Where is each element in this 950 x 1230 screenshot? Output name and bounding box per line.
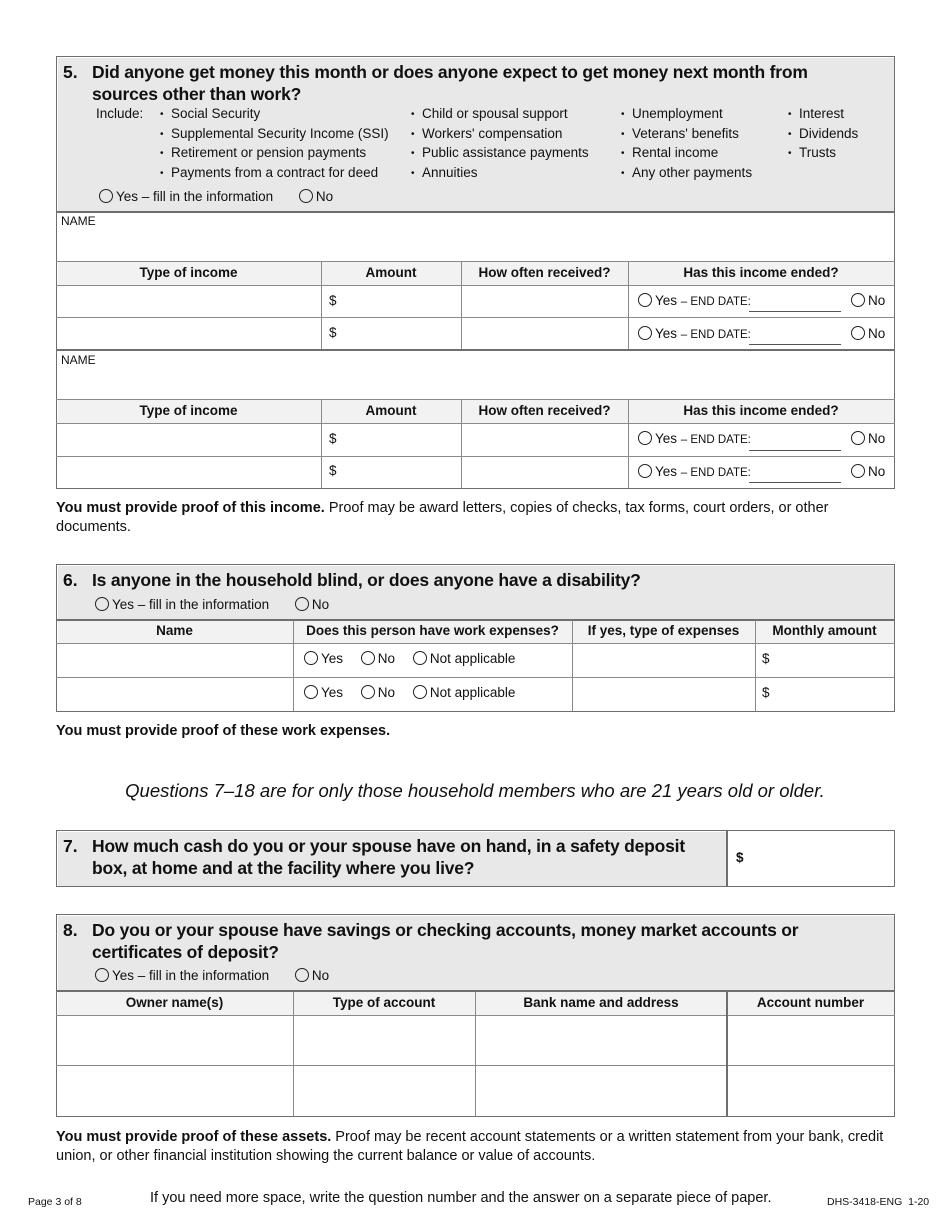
q5-name-input-1[interactable] (57, 228, 893, 261)
q5-p2-r1-no[interactable]: No (851, 430, 885, 448)
q8-number: 8. (63, 920, 78, 940)
radio-icon[interactable] (95, 597, 109, 611)
include-item: • Trusts (788, 144, 858, 164)
q8-yes-option[interactable]: Yes – fill in the information (95, 967, 269, 985)
q5-name-label-1: NAME (61, 214, 96, 228)
include-item: • Child or spousal support (411, 105, 589, 125)
include-item: • Any other payments (621, 164, 752, 184)
q8-r1-account-type-input[interactable] (294, 1016, 474, 1064)
q6-r1-expense-type-input[interactable] (573, 644, 754, 676)
q5-p2-r2-amount[interactable]: $ (329, 463, 337, 478)
col-divider (628, 400, 629, 488)
radio-icon[interactable] (295, 597, 309, 611)
include-item: • Public assistance payments (411, 144, 589, 164)
q5-p2-r2-frequency-input[interactable] (462, 457, 627, 487)
col-income-ended: Has this income ended? (683, 265, 839, 280)
divider (56, 349, 895, 351)
include-item: • Interest (788, 105, 858, 125)
radio-icon[interactable] (851, 431, 865, 445)
q6-r2-work-expenses (304, 684, 515, 702)
radio-icon[interactable] (304, 651, 318, 665)
q5-include-label: Include: (96, 106, 144, 121)
q5-p1-r1-amount[interactable]: $ (329, 293, 337, 308)
radio-icon[interactable] (413, 685, 427, 699)
col-divider (755, 620, 756, 711)
col-amount: Amount (365, 265, 417, 280)
col-divider (321, 262, 322, 349)
footer-instruction: If you need more space, write the question number and the answer on a separate piece of paper. (150, 1190, 772, 1206)
radio-icon[interactable] (413, 651, 427, 665)
yes-option[interactable]: Yes (304, 685, 343, 700)
q6-proof-note: You must provide proof of these work expenses. (56, 723, 391, 739)
radio-icon[interactable] (99, 189, 113, 203)
yes-label: Yes (655, 293, 678, 308)
end-date-label: – END DATE: (680, 329, 751, 341)
include-item: • Retirement or pension payments (160, 144, 389, 164)
end-date-label: – END DATE: (680, 296, 751, 308)
col-amount: Amount (365, 403, 417, 418)
q8-title-line2: certificates of deposit? (92, 942, 279, 962)
page-number: Page 3 of 8 (28, 1196, 82, 1208)
q5-yes-option[interactable]: Yes – fill in the information (99, 188, 273, 206)
q6-yes-option[interactable]: Yes – fill in the information (95, 596, 269, 614)
radio-icon[interactable] (851, 293, 865, 307)
yes-option[interactable]: Yes (304, 651, 343, 666)
q5-p2-r1-ended (638, 430, 751, 449)
q5-p1-r1-frequency-input[interactable] (462, 286, 627, 316)
q8-r2-account-type-input[interactable] (294, 1066, 474, 1115)
radio-icon[interactable] (361, 651, 375, 665)
include-item: • Supplemental Security Income (SSI) (160, 125, 389, 145)
col-type-of-income: Type of income (139, 265, 238, 280)
radio-icon[interactable] (851, 326, 865, 340)
q5-p1-r2-ended (638, 325, 751, 344)
na-option[interactable]: Not applicable (413, 651, 516, 666)
q5-title-line2: sources other than work? (92, 84, 302, 104)
q5-p1-r2-type-input[interactable] (57, 318, 320, 348)
end-date-input[interactable] (749, 344, 841, 345)
q6-r1-monthly-amount[interactable]: $ (762, 651, 770, 666)
end-date-input[interactable] (749, 450, 841, 451)
col-type-of-account: Type of account (332, 995, 436, 1010)
form-id: DHS-3418-ENG 1-20 (827, 1196, 930, 1208)
include-item: • Unemployment (621, 105, 752, 125)
q8-r2-account-number-input[interactable] (728, 1066, 893, 1115)
col-owner-names: Owner name(s) (125, 995, 224, 1010)
radio-icon[interactable] (638, 326, 652, 340)
q8-title-line1: Do you or your spouse have savings or checking accounts, money market accounts or (92, 920, 799, 940)
q8-r1-account-number-input[interactable] (728, 1016, 893, 1064)
include-item: • Payments from a contract for deed (160, 164, 389, 184)
q6-r2-expense-type-input[interactable] (573, 678, 754, 710)
q5-p2-r2-type-input[interactable] (57, 457, 320, 487)
include-item: • Veterans' benefits (621, 125, 752, 145)
end-date-label: – END DATE: (680, 434, 751, 446)
q7-title-line1: How much cash do you or your spouse have on hand, in a safety deposit (92, 836, 685, 856)
col-type-of-income: Type of income (139, 403, 238, 418)
q8-yes-no (95, 967, 351, 985)
col-how-often: How often received? (478, 265, 611, 280)
col-divider (321, 400, 322, 488)
q5-include-list-4 (788, 105, 858, 164)
q8-r1-owner-input[interactable] (57, 1016, 292, 1064)
q5-name-label-2: NAME (61, 353, 96, 367)
q7-number: 7. (63, 836, 78, 856)
q5-p1-r1-no[interactable]: No (851, 292, 885, 310)
q6-r1-work-expenses (304, 650, 515, 668)
q5-p1-r2-no[interactable]: No (851, 325, 885, 343)
q8-r2-bank-input[interactable] (476, 1066, 725, 1115)
q5-p2-r1-amount[interactable]: $ (329, 431, 337, 446)
col-how-often: How often received? (478, 403, 611, 418)
include-item: • Rental income (621, 144, 752, 164)
yes-label: Yes (655, 464, 678, 479)
no-option[interactable]: No (361, 651, 395, 666)
col-monthly-amount: Monthly amount (772, 623, 877, 638)
yes-label: Yes (655, 431, 678, 446)
col-name: Name (156, 623, 193, 638)
na-option[interactable]: Not applicable (413, 685, 516, 700)
end-date-input[interactable] (749, 482, 841, 483)
q5-proof-note: You must provide proof of this income. Proof may be award letters, copies of checks, tax forms, court orders, or other documents. (56, 500, 829, 535)
radio-icon[interactable] (95, 968, 109, 982)
end-date-input[interactable] (749, 311, 841, 312)
include-item: • Dividends (788, 125, 858, 145)
q5-p2-r2-ended (638, 463, 751, 482)
col-work-expenses: Does this person have work expenses? (306, 623, 559, 638)
end-date-label: – END DATE: (680, 467, 751, 479)
q5-p1-r2-amount[interactable]: $ (329, 325, 337, 340)
radio-icon[interactable] (304, 685, 318, 699)
q6-r2-monthly-amount[interactable]: $ (762, 685, 770, 700)
col-income-ended: Has this income ended? (683, 403, 839, 418)
include-item: • Workers' compensation (411, 125, 589, 145)
q6-r1-name-input[interactable] (57, 644, 292, 676)
q5-include-list-1 (160, 105, 389, 183)
radio-icon[interactable] (638, 464, 652, 478)
q5-p1-r1-type-input[interactable] (57, 286, 320, 316)
radio-icon[interactable] (361, 685, 375, 699)
q6-title: Is anyone in the household blind, or does anyone have a disability? (92, 570, 641, 590)
q5-name-input-2[interactable] (57, 367, 893, 399)
q5-p2-r2-no[interactable]: No (851, 463, 885, 481)
q6-r2-name-input[interactable] (57, 678, 292, 710)
radio-icon[interactable] (851, 464, 865, 478)
q5-include-list-2 (411, 105, 589, 183)
q7-title-line2: box, at home and at the facility where you live? (92, 858, 475, 878)
col-account-number: Account number (756, 995, 865, 1010)
q5-p1-r2-frequency-input[interactable] (462, 318, 627, 348)
section-note: Questions 7–18 are for only those household members who are 21 years old or older. (125, 780, 825, 801)
q5-p1-r1-ended (638, 292, 751, 311)
divider (56, 211, 895, 213)
radio-icon[interactable] (295, 968, 309, 982)
q5-number: 5. (63, 62, 78, 82)
col-bank-name-address: Bank name and address (523, 995, 679, 1010)
radio-icon[interactable] (638, 293, 652, 307)
include-item: • Annuities (411, 164, 589, 184)
q5-yes-no (99, 188, 355, 206)
q8-proof-note: You must provide proof of these assets. Proof may be recent account statements or a written statement from your bank, credit union, or other financial institution showing the current balance or value of accounts. (56, 1129, 884, 1164)
q5-include-list-3 (621, 105, 752, 183)
q6-yes-no (95, 596, 351, 614)
include-item: • Social Security (160, 105, 389, 125)
radio-icon[interactable] (299, 189, 313, 203)
q8-r1-bank-input[interactable] (476, 1016, 725, 1064)
col-divider (293, 620, 294, 711)
no-option[interactable]: No (361, 685, 395, 700)
radio-icon[interactable] (638, 431, 652, 445)
q6-number: 6. (63, 570, 78, 590)
col-divider (726, 830, 728, 887)
col-type-of-expenses: If yes, type of expenses (587, 623, 740, 638)
q5-title-line1: Did anyone get money this month or does anyone expect to get money next month from (92, 62, 808, 82)
q7-cash-amount[interactable]: $ (736, 850, 744, 865)
q8-no-option[interactable]: No (295, 967, 329, 985)
q5-no-option[interactable]: No (299, 188, 333, 206)
yes-label: Yes (655, 326, 678, 341)
q8-r2-owner-input[interactable] (57, 1066, 292, 1115)
q6-no-option[interactable]: No (295, 596, 329, 614)
col-divider (628, 262, 629, 349)
q5-p2-r1-type-input[interactable] (57, 424, 320, 455)
q5-p2-r1-frequency-input[interactable] (462, 424, 627, 455)
